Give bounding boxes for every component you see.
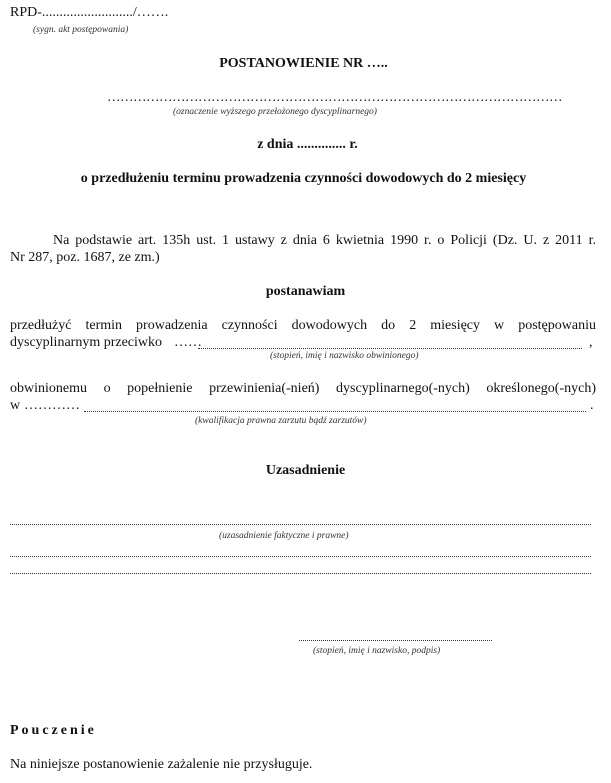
document-title: POSTANOWIENIE NR ….. [219, 56, 388, 71]
charge-caption: (kwalifikacja prawna zarzutu bądź zarzutów) [195, 416, 367, 426]
decision-line-2-end: , [589, 335, 593, 350]
decision-heading: postanawiam [265, 284, 346, 299]
decision-line-4-dots: ………… [24, 398, 80, 413]
justification-line-3 [10, 573, 591, 574]
accused-fill-line [198, 348, 582, 349]
justification-line-2 [10, 556, 591, 557]
justification-line-1 [10, 524, 591, 525]
decision-line-2-text: dyscyplinarnym przeciwko [10, 335, 163, 350]
instruction-heading: Pouczenie [10, 723, 97, 738]
decision-line-3: obwinionemu o popełnienie przewinienia(-nień) dyscyplinarnego(-nych) określonego(-nych) [10, 381, 596, 396]
accused-caption: (stopień, imię i nazwisko obwinionego) [270, 351, 419, 361]
legal-basis-line-1: Na podstawie art. 135h ust. 1 ustawy z dnia 6 kwietnia 1990 r. o Policji (Dz. U. z 2011 r. [53, 233, 596, 248]
superior-caption: (oznaczenie wyższego przełożonego dyscyplinarnego) [173, 107, 377, 117]
date-line: z dnia .............. r. [257, 137, 358, 152]
signature-line [299, 640, 492, 641]
decision-line-4-end: . [590, 398, 594, 413]
legal-basis-line-2: Nr 287, poz. 1687, ze zm.) [10, 250, 160, 265]
decision-line-4-text: w [10, 398, 21, 413]
superior-dots: …………………………………………………………………………………………… [107, 89, 562, 104]
case-reference: RPD-........................../……. [10, 5, 169, 20]
signature-caption: (stopień, imię i nazwisko, podpis) [313, 646, 441, 656]
case-reference-caption: (sygn. akt postępowania) [33, 25, 129, 35]
justification-caption: (uzasadnienie faktyczne i prawne) [219, 531, 349, 541]
subject-line: o przedłużeniu terminu prowadzenia czynności dowodowych do 2 miesięcy [80, 171, 527, 186]
decision-line-2-dots: …… [174, 335, 202, 350]
justification-heading: Uzasadnienie [265, 463, 346, 478]
instruction-text: Na niniejsze postanowienie zażalenie nie przysługuje. [10, 757, 313, 772]
decision-line-1: przedłużyć termin prowadzenia czynności dowodowych do 2 miesięcy w postępowaniu [10, 318, 596, 333]
charge-fill-line [84, 411, 586, 412]
